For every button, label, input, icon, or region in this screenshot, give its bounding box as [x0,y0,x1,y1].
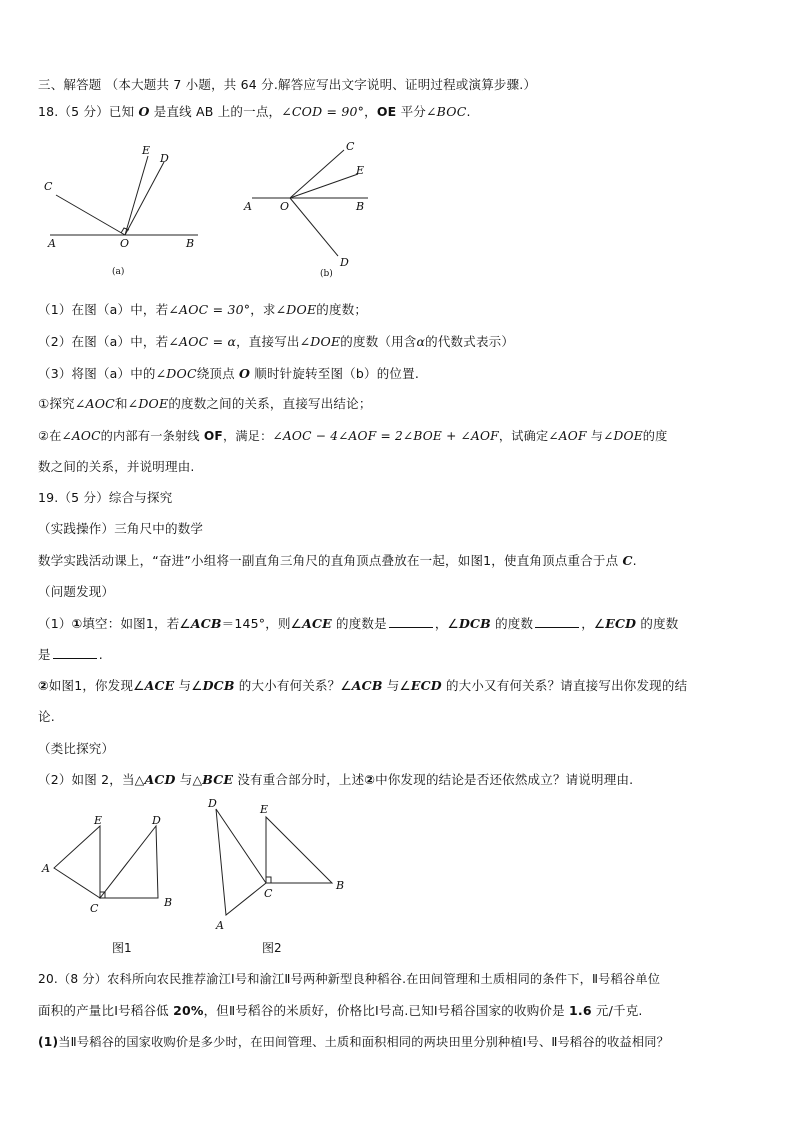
q18-stem [38,104,471,120]
label-c: C [90,902,99,915]
text: ，∠ [434,616,459,631]
text: 与 [586,429,604,443]
math: ∠AOC [61,429,101,443]
q18-part-3-ii [38,428,668,444]
text: ，∠ [581,616,606,631]
triangle-dcb [100,826,158,898]
ray-od [125,162,164,235]
text: 和 [114,396,128,411]
math: ACE [302,616,332,631]
label-o: O [280,200,290,213]
triangle-bce [266,817,332,883]
q18-part-3-ii-cont: 数之间的关系，并说明理由. [38,459,195,474]
math: ∠DOE [299,334,341,349]
caption-a: (a) [112,267,125,277]
label-b: B [356,200,365,213]
q18-point-o: O [138,104,150,119]
math: ACE [144,678,175,693]
q18-stem-text: 是直线 AB 上的一点， [149,104,282,119]
text: 的内部有一条射线 [100,429,204,443]
text: . [632,553,637,568]
q19-intro [38,553,637,569]
math: ∠AOC = α [168,334,237,349]
label-d: D [160,152,169,165]
text: 的度数； [316,302,368,317]
math: ∠DOE [603,429,643,443]
text: 没有重合部分时，上述 [233,772,365,787]
text: 的大小又有何关系？请直接写出你发现的结 [441,678,688,693]
text: 的度数 [636,616,679,631]
math: ∠DOE [127,396,169,411]
text: 的度数之间的关系，直接写出结论； [168,396,372,411]
answer-blank[interactable] [389,615,433,628]
label-d: D [340,256,349,269]
q19-part-1-cont [38,646,103,663]
circled-number: ② [38,678,49,693]
text: 的度数（用含 [340,334,417,349]
text: 面积的产量比Ⅰ号稻谷低 [38,1003,174,1018]
text: ，但Ⅱ号稻谷的米质好，价格比Ⅰ号高.已知Ⅰ号稻谷国家的收购价是 [203,1003,569,1018]
text: 是 [38,647,51,662]
text: 的度数 [490,616,534,631]
caption-figure-2: 图2 [262,941,282,955]
math: ACD [144,772,176,787]
label-c: C [44,180,53,193]
math: C [622,553,633,568]
q18-stem-text: 平分 [396,104,426,119]
number: 1.6 [568,1003,592,1018]
triangle-acd [216,809,266,915]
label-d: D [208,797,217,810]
right-angle-mark [266,877,271,883]
q19-figure-1 [38,810,188,960]
label-o: O [120,237,130,250]
math: OF [203,429,223,443]
text: （1） [38,616,72,631]
q18-stem-text: 18.（5 分）已知 [38,104,139,119]
math: DCB [202,678,235,693]
math: BCE [202,772,234,787]
q19-analogy: （类比探究） [38,741,115,756]
text: ＝145°，则∠ [221,616,303,631]
section-header: 三、解答题 （本大题共 7 小题，共 64 分.解答应写出文字说明、证明过程或演算步骤.） [38,77,537,92]
caption-figure-1: 图1 [112,941,132,955]
q18-part-1 [38,302,367,318]
text: 元/千克. [591,1003,643,1018]
label-e: E [94,814,103,827]
text: ②在 [38,429,62,443]
q18-ray-oe: OE [376,104,397,119]
math: ∠AOC = 30° [168,302,251,317]
label-b: B [336,879,345,892]
number: 20% [173,1003,204,1018]
math: ∠DOE [275,302,317,317]
q18-part-3 [38,366,419,382]
label-a: A [216,919,224,932]
q18-angle-boc: ∠BOC [425,104,467,119]
triangle-ace [54,826,100,898]
q20-line-1: 20.（8 分）农科所向农民推荐渝江Ⅰ号和渝江Ⅱ号两种新型良种稻谷.在田间管理和土质相同的条件下，Ⅱ号稻谷单位 [38,972,661,986]
q18-stem-text: ， [364,104,377,119]
math: ACB [190,616,222,631]
label-e: E [356,164,365,177]
q20-line-2 [38,1003,643,1019]
text: 当Ⅱ号稻谷的国家收购价是多少时，在田间管理、土质和面积相同的两块田里分别种植Ⅰ号、Ⅱ号稻谷的收益相同？ [58,1035,670,1049]
label-c: C [264,887,273,900]
label-b: B [186,237,195,250]
ray-od [290,198,338,256]
math: α [416,334,426,349]
label-e: E [142,144,151,157]
text: ，求 [250,302,276,317]
label-a: A [42,862,50,875]
circled-number: ② [364,772,376,787]
label-d: D [152,814,161,827]
text: 绕顶点 [196,366,240,381]
ray-oc [290,150,344,198]
label-e: E [260,803,269,816]
ray-oe [290,174,358,198]
label-c: C [346,140,355,153]
q19-part-1-ii-cont: 论. [38,709,55,724]
ray-oc [56,195,125,235]
math: ECD [410,678,442,693]
math: DCB [458,616,491,631]
q19-part-2 [38,772,633,788]
q18-angle-cod: ∠COD = 90° [281,104,365,119]
text: ，直接写出 [236,334,300,349]
text: 与∠ [382,678,411,693]
q18-part-3-i [38,396,372,412]
text: 中你发现的结论是否还依然成立？请说明理由. [375,772,634,787]
text: 填空：如图1，若∠ [82,616,191,631]
q19-title: 19.（5 分）综合与探究 [38,490,173,505]
text: ①探究 [38,396,75,411]
text: 如图1，你发现∠ [48,678,145,693]
label-a: A [48,237,56,250]
q18-part-2 [38,334,514,350]
math: ECD [605,616,637,631]
q19-discover: （问题发现） [38,584,115,599]
q18-stem-text: . [466,104,471,119]
text: 顺时针旋转至图（b）的位置. [250,366,419,381]
text: （2）在图（a）中，若 [38,334,169,349]
circled-number: ① [71,616,83,631]
text: （3）将图（a）中的 [38,366,156,381]
answer-blank[interactable] [53,646,97,659]
text: ，试确定 [498,429,549,443]
text: (1) [38,1035,59,1049]
q18-figure-b [240,138,380,283]
q19-part-1 [38,615,679,632]
q18-figure-a [40,140,210,280]
math: ACB [351,678,383,693]
text: 的度数是 [331,616,387,631]
text: （1）在图（a）中，若 [38,302,169,317]
math: ∠AOC [74,396,115,411]
text: （2）如图 2，当△ [38,772,145,787]
text: 与∠ [174,678,203,693]
q20-line-3 [38,1034,669,1050]
q19-practice: （实践操作）三角尺中的数学 [38,521,204,536]
ray-oe [125,156,148,235]
label-b: B [164,896,173,909]
math: ∠AOF [548,429,587,443]
math: O [239,366,251,381]
text: 的度 [642,429,668,443]
text: 与△ [175,772,203,787]
answer-blank[interactable] [535,615,579,628]
caption-b: (b) [320,269,333,279]
text: 的代数式表示） [425,334,515,349]
math: ∠AOC − 4∠AOF = 2∠BOE + ∠AOF [272,429,499,443]
text: . [98,647,103,662]
text: 数学实践活动课上，“奋进”小组将一副直角三角尺的直角顶点叠放在一起，如图1，使直角顶点重合于点 [38,553,623,568]
text: ，满足： [222,429,273,443]
q19-part-1-ii [38,678,687,694]
q19-figure-2 [200,795,350,960]
math: ∠DOC [155,366,197,381]
label-a: A [244,200,252,213]
text: 的大小有何关系？∠ [234,678,352,693]
